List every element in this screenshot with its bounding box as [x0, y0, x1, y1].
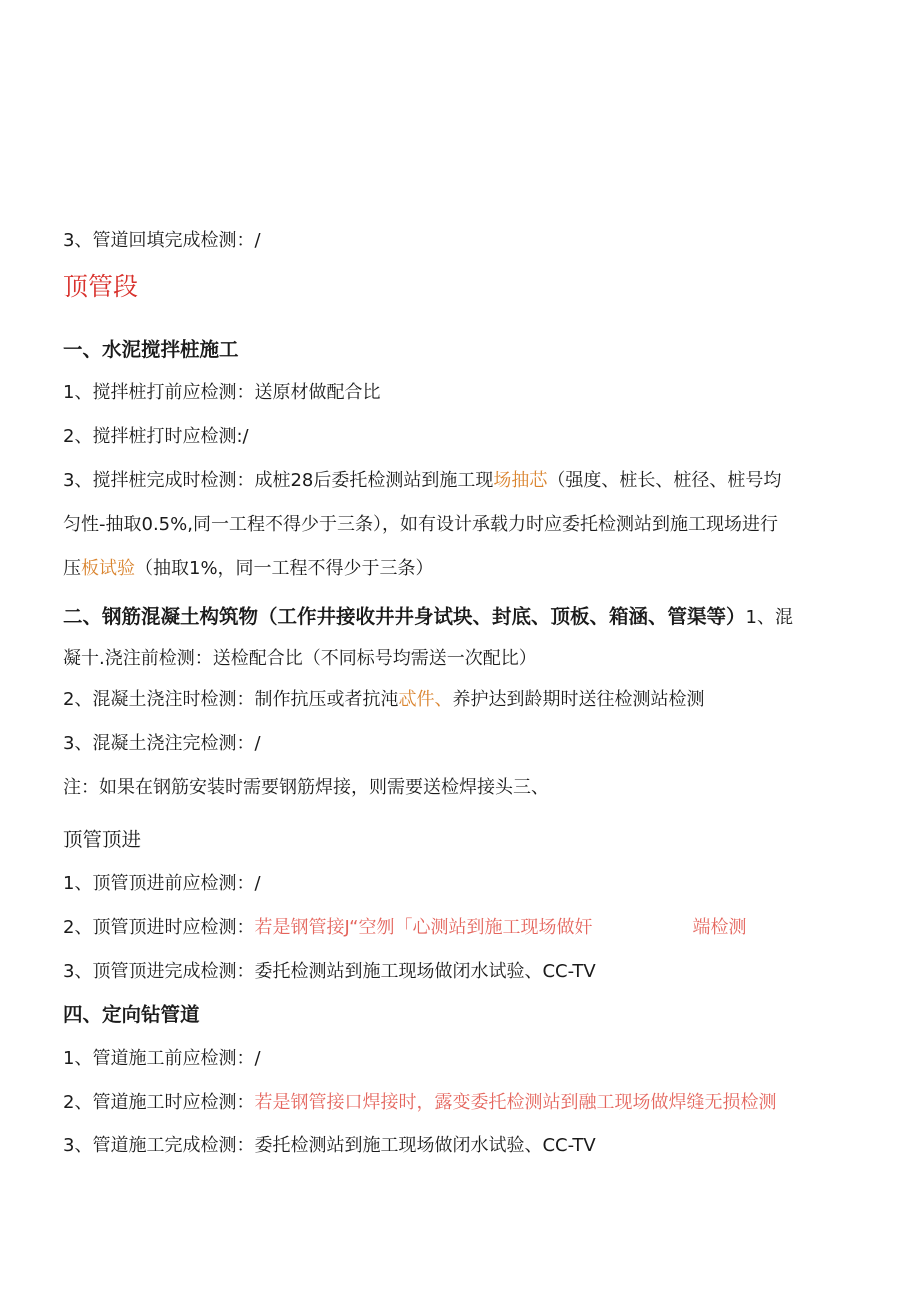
- item-2-3: 3、混凝土浇注完检测：/: [63, 733, 261, 754]
- item-1-3-cont: 匀性-抽取0.5%,同一工程不得少于三条），如有设计承载力时应委托检测站到施工现场进行: [63, 514, 778, 535]
- heading-2: [63, 605, 793, 630]
- item-3-2-highlight: 若是钢管接J“空刎「心测站到施工现场做奸: [254, 917, 593, 938]
- heading-1: 一、水泥搅拌桩施工: [63, 338, 239, 361]
- item-3-3: 3、顶管顶进完成检测：委托检测站到施工现场做闭水试验、CC-TV: [63, 961, 596, 982]
- heading-4: 四、定向钻管道: [63, 1003, 200, 1026]
- item-1-3-highlight: 场抽芯: [493, 470, 548, 491]
- item-2-2-text2: 养护达到龄期时送往检测站检测: [452, 689, 705, 710]
- item-1-3-text3: 压: [63, 558, 81, 579]
- note: 注：如果在钢筋安装时需要钢筋焊接，则需要送检焊接头三、: [63, 777, 549, 798]
- item-2-2-text: 2、混凝土浇注时检测：制作抗压或者抗沌: [63, 689, 399, 710]
- item-1-3: [63, 469, 781, 493]
- item-1-3-cont2: [63, 557, 434, 581]
- item-4-3: 3、管道施工完成检测：委托检测站到施工现场做闭水试验、CC-TV: [63, 1135, 596, 1156]
- item-2-2: [63, 688, 704, 712]
- heading-2-tail: 1、混: [745, 607, 793, 628]
- item-2-1: 凝十.浇注前检测：送检配合比（不同标号均需送一次配比）: [63, 648, 537, 669]
- line-backfill: 3、管道回填完成检测：/: [63, 230, 261, 251]
- item-4-2-text: 2、管道施工时应检测：: [63, 1092, 255, 1113]
- item-1-2: 2、搅拌桩打时应检测:/: [63, 426, 249, 447]
- heading-2-text: 二、钢筋混凝土构筑物（工作井接收井井身试块、封底、顶板、箱涵、管渠等）: [63, 605, 746, 628]
- item-1-1: 1、搅拌桩打前应检测：送原材做配合比: [63, 382, 381, 403]
- item-4-2: [63, 1091, 776, 1115]
- item-3-2-highlight2: 端检测: [692, 917, 747, 938]
- section-title: 顶管段: [63, 272, 139, 301]
- item-4-2-highlight: 若是钢管接口焊接时，露变委托检测站到融工现场做焊缝无损检测: [254, 1092, 777, 1113]
- heading-3: 顶管顶进: [63, 828, 142, 851]
- item-3-2-text: 2、顶管顶进时应检测：: [63, 917, 255, 938]
- item-1-3-text: 3、搅拌桩完成时检测：成桩28后委托检测站到施工现: [63, 470, 494, 491]
- item-3-2: [63, 916, 746, 940]
- item-1-3-text4: （抽取1%，同一工程不得少于三条）: [135, 558, 434, 579]
- item-3-1: 1、顶管顶进前应检测：/: [63, 873, 261, 894]
- item-2-2-highlight: 忒件、: [398, 689, 453, 710]
- item-4-1: 1、管道施工前应检测：/: [63, 1048, 261, 1069]
- item-1-3-text2: （强度、桩长、桩径、桩号均: [547, 470, 782, 491]
- item-1-3-highlight2: 板试验: [81, 558, 135, 579]
